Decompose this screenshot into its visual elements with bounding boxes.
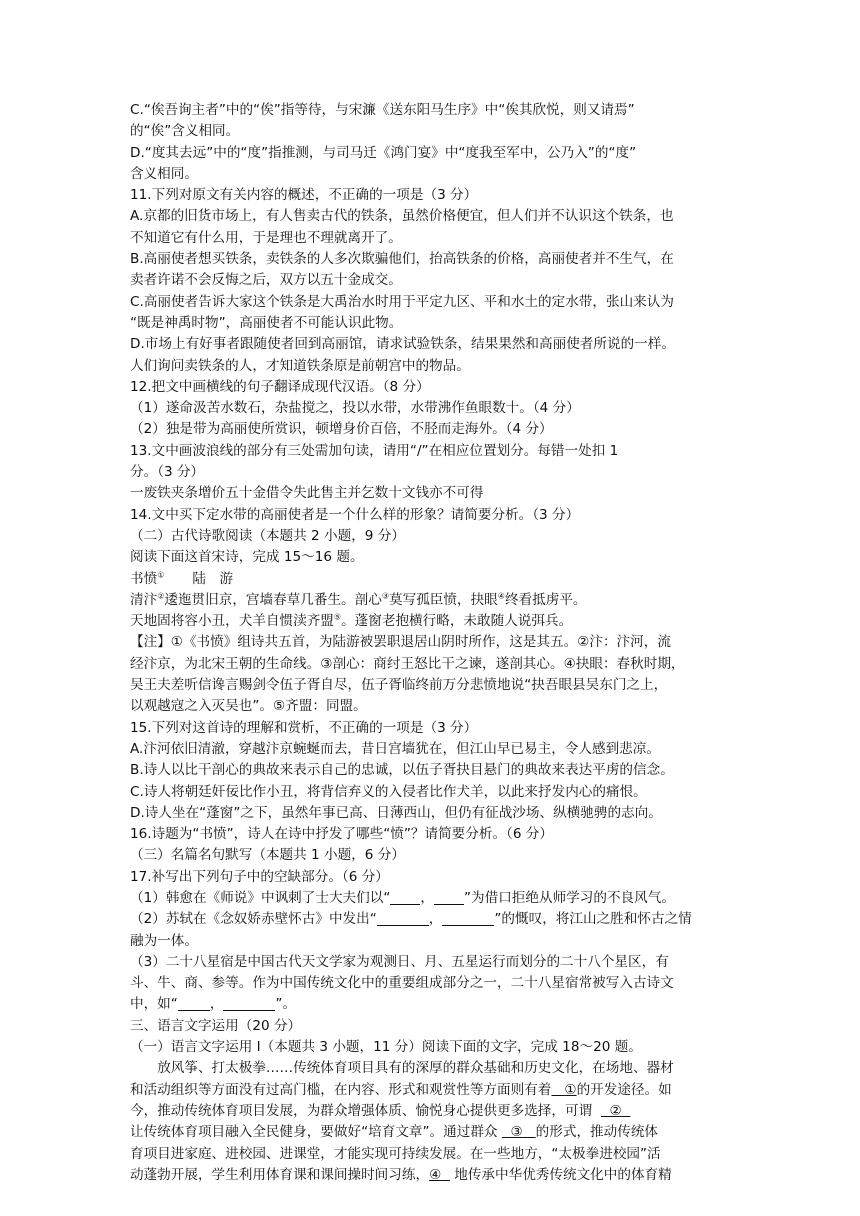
q15-option-c: C.诗人将朝廷奸佞比作小丑，将背信弃义的入侵者比作犬羊，以此来抒发内心的痛恨。 — [130, 783, 647, 800]
fill-blank — [178, 995, 210, 1011]
passage-line-3: 今，推动传统体育项目发展，为群众增强体质、愉悦身心提供更多选择，可谓 ② — [130, 1101, 730, 1122]
blank-marker-4: ④ — [429, 1166, 442, 1183]
passage-line-5: 育项目进家庭、进校园、进课堂，才能实现可持续发展。在一些地方，“太极拳进校园”活 — [130, 1145, 661, 1162]
q11-option-b-line2: 卖者许诺不会反悔之后，双方以五十金成交。 — [130, 272, 402, 289]
q11-option-d-line1: D.市场上有好事者跟随使者回到高丽馆，请求试验铁条，结果果然和高丽使者所说的一样。 — [130, 336, 675, 353]
poem-note-line2: 经汴京，为北宋王朝的生命线。③剖心：商纣王怒比干之谏，遂剖其心。④抉眼：春秋时期， — [130, 655, 685, 672]
dictation-section-heading: （三）名篇名句默写（本题共 1 小题，6 分） — [130, 847, 405, 864]
q15-option-d: D.诗人坐在“蓬窗”之下，虽然年事已高、日薄西山，但仍有征战沙场、纵横驰骋的志向。 — [130, 804, 662, 821]
passage-line-4: 让传统体育项目融入全民健身，要做好“培育文章”。通过群众 ③ 的形式，推动传统体 — [130, 1124, 659, 1141]
footnote-marker: ⑤ — [333, 612, 342, 622]
q11-stem: 11.下列对原文有关内容的概述，不正确的一项是（3 分） — [130, 187, 478, 204]
q17-item-3-line1: （3）二十八星宿是中国古代天文学家为观测日、月、五星运行而划分的二十八个星区，有 — [130, 953, 669, 970]
q11-option-c-line1: C.高丽使者告诉大家这个铁条是大禹治水时用于平定九区、平和水土的定水带，张山来认为 — [130, 293, 674, 310]
poem-note-line4: 以观越寇之入灭吴也”。⑤齐盟：同盟。 — [130, 698, 367, 715]
q13-stem-line2: 分。（3 分） — [130, 464, 205, 481]
q11-option-c-line2: “既是神禹时物”，高丽使者不可能认识此物。 — [130, 314, 403, 331]
q15-option-b: B.诗人以比干剖心的典故来表示自己的忠诚，以伍子胥抉目悬门的典故来表达平虏的信念。 — [130, 762, 674, 779]
fill-blank — [377, 910, 429, 926]
q13-punctuation-text: 一废铁夹条增价五十金借令失此售主并乞数十文钱亦不可得 — [130, 485, 484, 502]
poem-title: 书愤 — [130, 570, 158, 587]
fill-blank — [434, 889, 464, 905]
language-section-heading: 三、语言文字运用（20 分） — [130, 1017, 302, 1034]
footnote-marker: ② — [157, 591, 165, 601]
q15-option-a: A.汴河依旧清澈，穿越汴京蜿蜒而去，昔日宫墙犹在，但江山早已易主，令人感到悲凉。 — [130, 740, 660, 757]
q10-option-c-line1: C.“俟吾询主者”中的“俟”指等待，与宋濂《送东阳马生序》中“俟其欣悦，则又请焉” — [130, 102, 635, 118]
poem-line-2: 天地固将容小丑，犬羊自惯渎齐盟⑤。蓬窗老抱横行略，未敢随人说弭兵。 — [130, 612, 573, 630]
q11-option-d-line2: 人们询问卖铁条的人，才知道铁条原是前朝宫中的物品。 — [130, 357, 470, 374]
fill-blank — [442, 910, 494, 926]
q10-option-d-line2: 含义相同。 — [130, 165, 198, 182]
q17-item-1: （1）韩愈在《师说》中讽刺了士大夫们以“ ， ”为借口拒绝从师学习的不良风气。 — [130, 889, 675, 906]
poem-note-line1: 【注】①《书愤》组诗共五首，为陆游被罢职退居山阴时所作，这是其五。②汴：汴河，流 — [130, 634, 671, 651]
q16-stem: 16.诗题为“书愤”，诗人在诗中抒发了哪些“愤”？请简要分析。（6 分） — [130, 826, 553, 843]
passage-line-6: 动蓬勃开展，学生利用体育课和课间操时间习练，④ 地传承中华优秀传统文化中的体育精 — [130, 1166, 672, 1183]
q11-option-b-line1: B.高丽使者想买铁条，卖铁条的人多次欺骗他们，抬高铁条的价格，高丽使者并不生气，在 — [130, 251, 674, 268]
document-page — [130, 100, 730, 1186]
q11-option-a-line2: 不知道它有什么用，于是理也不理就离开了。 — [130, 229, 402, 246]
fill-blank — [390, 889, 420, 905]
fill-blank — [223, 995, 275, 1011]
q12-sentence-2: （2）独是带为高丽使所赏识，顿增身价百倍，不胫而走海外。（4 分） — [130, 421, 553, 438]
q17-item-3-line3: 中，如“ ， ”。 — [130, 996, 297, 1013]
blank-marker-1: ① — [564, 1081, 577, 1098]
footnote-marker: ① — [157, 570, 165, 579]
q17-stem: 17.补写出下列句子中的空缺部分。（6 分） — [130, 868, 389, 885]
q10-option-c-line2: 的“俟”含义相同。 — [130, 123, 240, 140]
q14-stem: 14.文中买下定水带的高丽使者是一个什么样的形象？请简要分析。（3 分） — [130, 506, 580, 523]
poetry-intro: 阅读下面这首宋诗，完成 15～16 题。 — [130, 549, 364, 566]
poem-note-line3: 吴王夫差听信谗言赐剑令伍子胥自尽，伍子胥临终前万分悲愤地说“抉吾眼县吴东门之上， — [130, 677, 668, 694]
passage-line-2: 和活动组织等方面没有过高门槛，在内容、形式和观赏性等方面则有着 ①的开发途径。如 — [130, 1081, 672, 1098]
passage-line-1: 放风筝、打太极拳……传统体育项目具有的深厚的群众基础和历史文化，在场地、器材 — [157, 1060, 674, 1077]
footnote-marker: ③ — [381, 591, 390, 601]
q13-stem-line1: 13.文中画波浪线的部分有三处需加句读，请用“/”在相应位置划分。每错一处扣 1 — [130, 442, 619, 459]
q10-option-d-line1: D.“度其去远”中的“度”指推测，与司马迁《鸿门宴》中“度我至军中，公乃入”的“度” — [130, 144, 637, 161]
q12-sentence-1: （1）遂命汲苦水数石，杂盐搅之，投以水带，水带沸作鱼眼数十。（4 分） — [130, 400, 580, 417]
language-subsection-heading: （一）语言文字运用 I（本题共 3 小题，11 分）阅读下面的文字，完成 18～20 题。 — [130, 1039, 642, 1056]
q17-item-2: （2）苏轼在《念奴娇赤壁怀古》中发出“ ， ”的慨叹，将江山之胜和怀古之情 — [130, 911, 692, 928]
q12-stem: 12.把文中画横线的句子翻译成现代汉语。（8 分） — [130, 378, 430, 395]
q17-item-2-cont: 融为一体。 — [130, 932, 198, 949]
q17-item-3-line2: 斗、牛、商、参等。作为中国传统文化中的重要组成部分之一，二十八星宿常被写入古诗文 — [130, 975, 674, 992]
blank-marker-3: ③ — [510, 1124, 523, 1141]
blank-marker-2: ② — [609, 1102, 622, 1119]
q11-option-a-line1: A.京都的旧货市场上，有人售卖古代的铁条，虽然价格便宜，但人们并不认识这个铁条，也 — [130, 208, 674, 225]
poem-line-1: 清汴②逶迤贯旧京，宫墙春草几番生。剖心③莫写孤臣愤，抉眼④终看抵虏平。 — [130, 591, 587, 608]
poetry-section-heading: （二）古代诗歌阅读（本题共 2 小题，9 分） — [130, 527, 405, 544]
footnote-marker: ④ — [497, 591, 505, 601]
q15-stem: 15.下列对这首诗的理解和赏析，不正确的一项是（3 分） — [130, 719, 478, 736]
poem-title-line — [130, 569, 730, 590]
poem-author: 陆 游 — [192, 570, 234, 587]
